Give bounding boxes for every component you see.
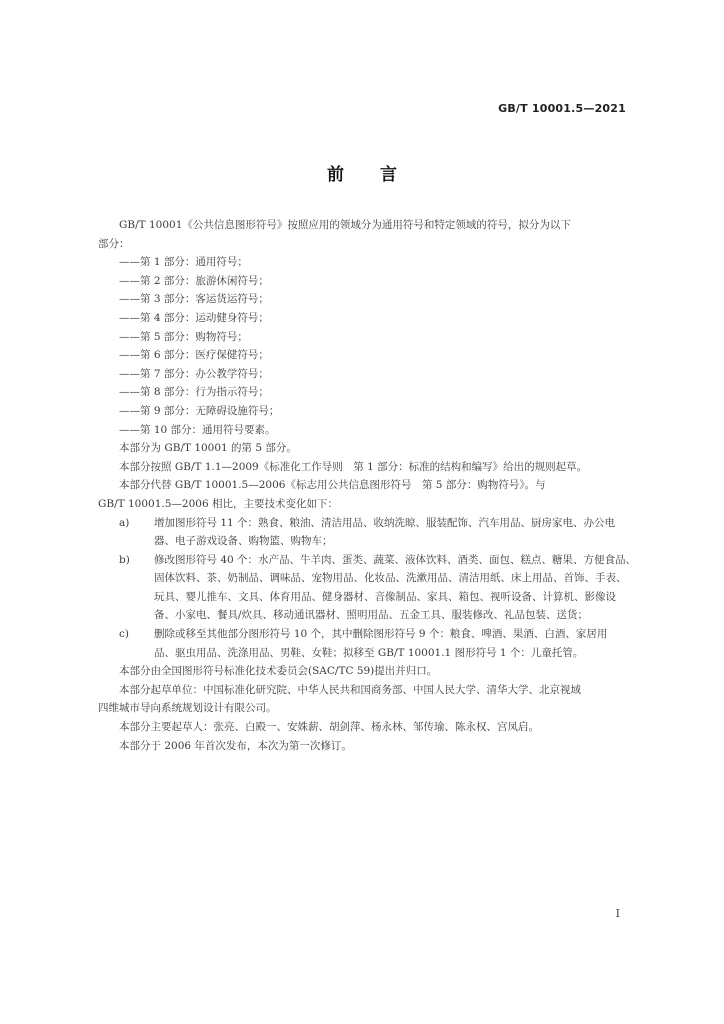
standard-code: GB/T 10001.5—2021 bbox=[498, 102, 626, 115]
foreword-body bbox=[98, 216, 637, 755]
change-item-text bbox=[154, 625, 626, 662]
change-item-line: 删除或移至其他部分图形符号 10 个，其中删除图形符号 9 个：粮食、啤酒、果酒、白酒、家居用 bbox=[154, 628, 608, 641]
part-list-item: ——第 3 部分：客运货运符号； bbox=[119, 293, 269, 306]
part-list-item: ——第 5 部分：购物符号； bbox=[119, 330, 248, 343]
change-item-line: 备、小家电、餐具/炊具、移动通讯器材、照明用品、五金工具、服装修改、礼品包装、送货； bbox=[154, 609, 589, 622]
part-list-item: ——第 7 部分：办公教学符号； bbox=[119, 367, 269, 380]
change-item-line: 修改图形符号 40 个：水产品、牛羊肉、蛋类、蔬菜、液体饮料、酒类、面包、糕点、糖果、方便食品、 bbox=[154, 553, 637, 566]
change-item-line: 玩具、婴儿推车、文具、体育用品、健身器材、音像制品、家具、箱包、视听设备、计算机、影像设 bbox=[154, 590, 616, 603]
change-item-label: b) bbox=[119, 553, 130, 566]
change-item-label: c) bbox=[119, 628, 129, 641]
part-list-item: ——第 10 部分：通用符号要素。 bbox=[119, 423, 276, 436]
part-list-item: ——第 4 部分：运动健身符号； bbox=[119, 311, 269, 324]
part-list-item: ——第 2 部分：旅游休闲符号； bbox=[119, 274, 269, 287]
intro-paragraph-line2: 部分： bbox=[98, 237, 130, 250]
change-item-line: 器、电子游戏设备、购物篮、购物车； bbox=[154, 535, 333, 548]
history-statement: 本部分于 2006 年首次发布，本次为第一次修订。 bbox=[119, 739, 352, 752]
intro-paragraph-line1: GB/T 10001《公共信息图形符号》按照应用的领域分为通用符号和特定领域的符号，拟分为以下 bbox=[119, 219, 571, 231]
replaces-statement-line2: GB/T 10001.5—2006 相比，主要技术变化如下： bbox=[98, 497, 338, 510]
part-list-item: ——第 8 部分：行为指示符号； bbox=[119, 386, 269, 399]
proposed-by-statement: 本部分由全国图形符号标准化技术委员会(SAC/TC 59)提出并归口。 bbox=[119, 665, 438, 678]
change-item-text bbox=[154, 551, 636, 625]
drafters-statement: 本部分主要起草人：张亮、白殿一、安姝薪、胡剑萍、杨永林、邹传瑜、陈永权、宫凤启。 bbox=[119, 721, 539, 734]
drafting-rule-statement: 本部分按照 GB/T 1.1—2009《标准化工作导则 第 1 部分：标准的结构和编写》给出的规则起草。 bbox=[119, 460, 588, 473]
change-item-line: 固体饮料、茶、奶制品、调味品、宠物用品、化妆品、洗漱用品、清洁用纸、床上用品、首饰、手表、 bbox=[154, 572, 627, 585]
change-item-c bbox=[98, 625, 626, 662]
change-item-line: 增加图形符号 11 个：熟食、粮油、清洁用品、收纳洗晾、服装配饰、汽车用品、厨房家电、办公电 bbox=[154, 516, 616, 529]
replaces-statement-line1: 本部分代替 GB/T 10001.5—2006《标志用公共信息图形符号 第 5 部分：购物符号》。与 bbox=[119, 479, 546, 492]
part-list-item: ——第 6 部分：医疗保健符号； bbox=[119, 349, 269, 362]
change-item-line: 品、驱虫用品、洗涤用品、男鞋、女鞋；拟移至 GB/T 10001.1 图形符号 1 个：儿童托管。 bbox=[154, 646, 584, 659]
change-item-b bbox=[98, 551, 637, 625]
page-number: I bbox=[615, 907, 620, 920]
change-item-label: a) bbox=[119, 516, 130, 529]
drafting-units-line2: 四维城市导向系统规划设计有限公司。 bbox=[98, 702, 277, 715]
part-list-item: ——第 1 部分：通用符号； bbox=[119, 256, 248, 269]
part-list-item: ——第 9 部分：无障碍设施符号； bbox=[119, 404, 280, 417]
drafting-units-line1: 本部分起草单位：中国标准化研究院、中华人民共和国商务部、中国人民大学、清华大学、北京视域 bbox=[119, 683, 581, 696]
page-title: 前言 bbox=[327, 165, 433, 185]
change-item-text bbox=[154, 514, 626, 551]
this-part-statement: 本部分为 GB/T 10001 的第 5 部分。 bbox=[119, 442, 297, 455]
change-item-a bbox=[98, 514, 626, 551]
